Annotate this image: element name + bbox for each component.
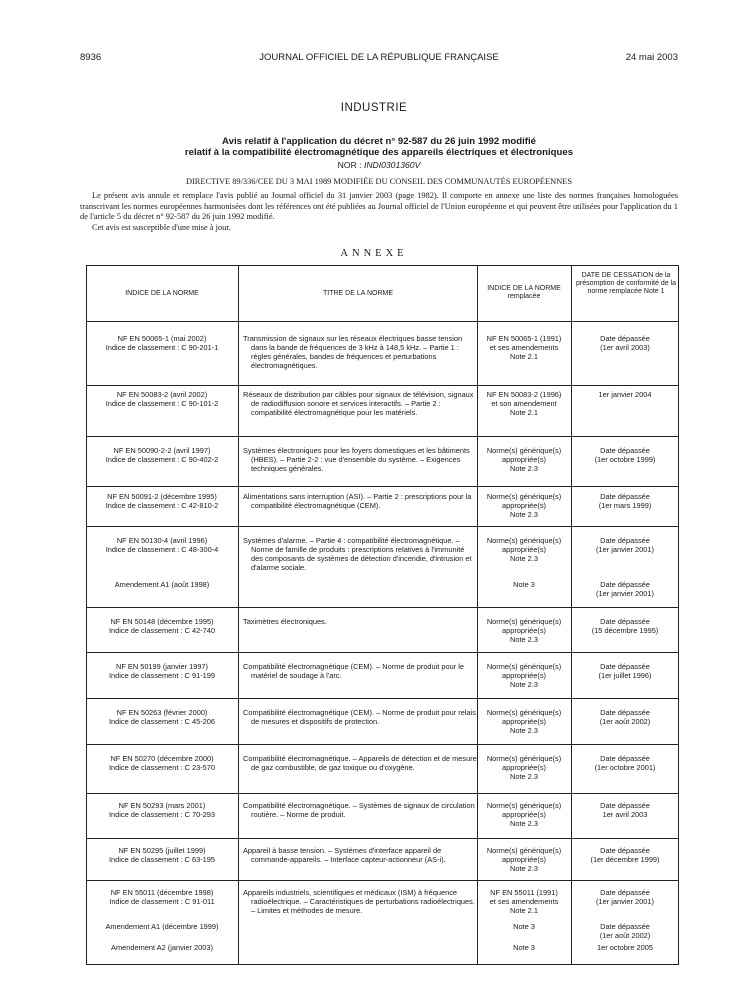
amendment-date: [573, 922, 677, 940]
date-status: Date dépassée: [600, 617, 650, 626]
paragraph: Cet avis est susceptible d'une mise à jour.: [92, 222, 231, 232]
note-ref: Note 2.3: [510, 864, 538, 873]
date-status: Date dépassée: [600, 536, 650, 545]
date-value: (1er juillet 1996): [598, 671, 652, 680]
replaced-ref: Norme(s) générique(s): [486, 446, 562, 455]
standard-title: Compatibilité électromagnétique. – Appareils de détection et de mesure de gaz combustible, de gaz toxique ou d'oxygène.: [243, 754, 477, 772]
amendment-note: Note 3: [513, 922, 535, 931]
row-divider: [87, 436, 678, 437]
replaced-ref: NF EN 55011 (1991): [490, 888, 558, 897]
replaced-ref: Norme(s) générique(s): [486, 662, 562, 671]
table-row-index: [89, 846, 235, 864]
table-row-replaced: [480, 801, 568, 828]
note-ref: Note 2.1: [510, 408, 538, 417]
classification-index: Indice de classement : C 45-206: [109, 717, 215, 726]
table-row-date: [573, 801, 677, 819]
table-row-title: [243, 334, 477, 370]
replaced-ref: Norme(s) générique(s): [486, 708, 562, 717]
classification-index: Indice de classement : C 42-740: [109, 626, 215, 635]
section-heading: INDUSTRIE: [340, 102, 408, 114]
note-ref: Note 2.3: [510, 554, 538, 563]
date-status: Date dépassée: [600, 334, 650, 343]
row-divider: [87, 744, 678, 745]
replaced-detail: appropriée(s): [502, 501, 546, 510]
date-status: Date dépassée: [600, 801, 650, 810]
replaced-detail: appropriée(s): [502, 810, 546, 819]
standard-title: Alimentations sans interruption (ASI). – Partie 2 : prescriptions pour la compatibilité électromagnétique (CEM).: [243, 492, 472, 510]
note-ref: Note 2.3: [510, 510, 538, 519]
table-row-date: [573, 708, 677, 726]
table-row-title: [243, 390, 477, 417]
replaced-ref: Norme(s) générique(s): [486, 846, 562, 855]
table-row-index: [89, 390, 235, 408]
date-status: Date dépassée: [600, 846, 650, 855]
table-row-index: [89, 446, 235, 464]
classification-index: Indice de classement : C 90-101-2: [105, 399, 219, 408]
date-value: (1er mars 1999): [598, 501, 652, 510]
nor-reference: [80, 159, 678, 171]
table-row-date: [573, 390, 677, 399]
standard-ref: NF EN 50148 (décembre 1995): [110, 617, 214, 626]
date-status: Date dépassée: [600, 888, 650, 897]
standard-title: Systèmes d'alarme. – Partie 4 : compatibilité électromagnétique. – Norme de famille de produits : prescriptions relatives à l'immunité des composants de systèmes de détection d'incendie, d'intrusion et d'alarme sociale.: [243, 536, 472, 572]
table-row-date: [573, 888, 677, 906]
table-row-title: [243, 446, 477, 473]
amendment-date: [573, 580, 677, 598]
standard-ref: NF EN 50130-4 (avril 1996): [116, 536, 208, 545]
amendment-note: Note 3: [513, 580, 535, 589]
standard-title: Compatibilité électromagnétique (CEM). – Norme de produit pour le matériel de soudage à l'arc.: [243, 662, 465, 680]
standard-ref: NF EN 50090-2-2 (avril 1997): [113, 446, 211, 455]
amendment-date: 1er octobre 2005: [597, 943, 653, 952]
table-row-index: [89, 801, 235, 819]
standard-title: Appareils industriels, scientifiques et médicaux (ISM) à fréquence radioélectrique. – Caractéristiques de perturbations radioélectriques. – Limites et méthodes de mesure.: [243, 888, 475, 915]
standard-ref: NF EN 50263 (février 2000): [116, 708, 208, 717]
date-value: 1er janvier 2004: [598, 390, 652, 399]
row-divider: [87, 793, 678, 794]
table-row-replaced: [480, 662, 568, 689]
paragraph: Le présent avis annule et remplace l'avis publié au Journal officiel du 31 janvier 2003 (page 1982). Il comporte en annexe une liste des normes françaises homologuées transcrivant les normes européennes harmonisées dont les références ont été publiées au Journal officiel de l'Union européenne et qui peuvent être utilisées pour l'application du 1 de l'article 5 du décret n° 92-587 du 26 juin 1992 modifié.: [80, 191, 678, 221]
standard-title: Systèmes électroniques pour les foyers domestiques et les bâtiments (HBES). – Partie 2-2 : vue d'ensemble du système. – Exigences techniques générales.: [243, 446, 470, 473]
standard-title: Appareil à basse tension. – Systèmes d'interface appareil de commande-appareils. – Interface capteur-actionneur (AS-i).: [243, 846, 446, 864]
date-value: (15 décembre 1995): [591, 626, 659, 635]
standard-title: Taximètres électroniques.: [243, 617, 327, 626]
classification-index: Indice de classement : C 70-293: [109, 810, 215, 819]
table-row-title: [243, 492, 477, 510]
note-ref: Note 2.3: [510, 772, 538, 781]
classification-index: Indice de classement : C 48-300-4: [105, 545, 219, 554]
table-row-date: [573, 617, 677, 635]
table-row-title: [243, 846, 477, 864]
table-row-replaced: [480, 334, 568, 361]
date-value: (1er août 2002): [599, 717, 651, 726]
date-value: 1er avril 2003: [602, 810, 648, 819]
page-number: 8936: [80, 52, 102, 63]
amendment-ref: Amendement A1 (décembre 1999): [105, 922, 219, 931]
note-ref: Note 2.1: [510, 906, 538, 915]
replaced-detail: et ses amendements: [489, 343, 559, 352]
classification-index: Indice de classement : C 90-402-2: [105, 455, 219, 464]
date-status: Date dépassée: [600, 922, 650, 931]
note-ref: Note 2.3: [510, 635, 538, 644]
standard-ref: NF EN 50295 (juillet 1999): [118, 846, 206, 855]
header-cessation-date: DATE DE CESSATION de la présomption de conformité de la norme remplacée Note 1: [576, 272, 676, 295]
row-divider: [87, 880, 678, 881]
replaced-detail: appropriée(s): [502, 545, 546, 554]
table-row-replaced: [480, 446, 568, 473]
table-row-date: [573, 446, 677, 464]
standard-ref: NF EN 50270 (décembre 2000): [110, 754, 214, 763]
amendment-note: Note 3: [513, 943, 535, 952]
table-row-index: [89, 754, 235, 772]
header-replaced-standard: INDICE DE LA NORME remplacée: [487, 285, 561, 300]
replaced-ref: NF EN 50065-1 (1991): [486, 334, 562, 343]
replaced-detail: appropriée(s): [502, 455, 546, 464]
replaced-detail: appropriée(s): [502, 626, 546, 635]
table-row-title: [243, 888, 477, 915]
standard-title: Compatibilité électromagnétique (CEM). – Norme de produit pour relais de mesures et dispositifs de protection.: [243, 708, 476, 726]
table-row-replaced: [480, 492, 568, 519]
note-ref: Note 2.3: [510, 464, 538, 473]
date-status: Date dépassée: [600, 708, 650, 717]
standard-title: Compatibilité électromagnétique. – Systèmes de signaux de circulation routière. – Norme de produit.: [243, 801, 475, 819]
date-value: (1er octobre 1999): [594, 455, 656, 464]
standard-ref: NF EN 50065-1 (mai 2002): [117, 334, 207, 343]
running-header: [80, 52, 678, 66]
date-value: (1er décembre 1999): [590, 855, 660, 864]
date-value: (1er août 2002): [599, 931, 651, 940]
row-divider: [87, 486, 678, 487]
date-value: (1er avril 2003): [600, 343, 650, 352]
standard-ref: NF EN 50199 (janvier 1997): [115, 662, 209, 671]
date-status: Date dépassée: [600, 446, 650, 455]
row-divider: [87, 607, 678, 608]
row-divider: [87, 385, 678, 386]
title-line-1: Avis relatif à l'application du décret n° 92-587 du 26 juin 1992 modifié: [222, 136, 536, 147]
table-row-index: [89, 334, 235, 352]
table-row-index: [89, 888, 235, 906]
table-row-date: [573, 334, 677, 352]
replaced-ref: Norme(s) générique(s): [486, 536, 562, 545]
replaced-ref: Norme(s) générique(s): [486, 492, 562, 501]
notice-body: [80, 191, 678, 233]
classification-index: Indice de classement : C 90-201-1: [105, 343, 219, 352]
date-status: Date dépassée: [600, 754, 650, 763]
date-value: (1er janvier 2001): [596, 589, 654, 598]
header-standard-title: TITRE DE LA NORME: [322, 290, 393, 297]
replaced-detail: appropriée(s): [502, 763, 546, 772]
standard-ref: NF EN 50293 (mars 2001): [118, 801, 206, 810]
note-ref: Note 2.3: [510, 680, 538, 689]
table-row-index: [89, 536, 235, 554]
table-row-replaced: [480, 708, 568, 735]
column-divider: [477, 266, 478, 964]
replaced-ref: Norme(s) générique(s): [486, 754, 562, 763]
notice-title: [80, 136, 678, 171]
table-row-title: [243, 536, 477, 572]
table-row-date: [573, 754, 677, 772]
table-row-replaced: [480, 846, 568, 873]
row-divider: [87, 838, 678, 839]
table-row-title: [243, 708, 477, 726]
journal-title: JOURNAL OFFICIEL DE LA RÉPUBLIQUE FRANÇAISE: [259, 52, 499, 63]
nor-label: NOR :: [337, 160, 362, 170]
table-row-replaced: [480, 390, 568, 417]
directive-heading: DIRECTIVE 89/336/CEE DU 3 MAI 1989 MODIFIÉE DU CONSEIL DES COMMUNAUTÉS EUROPÉENNES: [185, 177, 573, 186]
standard-title: Réseaux de distribution par câbles pour signaux de télévision, signaux de radiodiffusion sonore et services interactifs. – Partie 2 : compatibilité électromagnétique pour les matériels.: [243, 390, 474, 417]
classification-index: Indice de classement : C 91-011: [109, 897, 215, 906]
table-row-index: [89, 617, 235, 635]
table-row-index: [89, 492, 235, 510]
note-ref: Note 2.3: [510, 819, 538, 828]
date-status: Date dépassée: [600, 580, 650, 589]
table-row-title: [243, 754, 477, 772]
column-divider: [571, 266, 572, 964]
replaced-detail: appropriée(s): [502, 855, 546, 864]
row-divider: [87, 698, 678, 699]
column-divider: [238, 266, 239, 964]
standard-ref: NF EN 50091-2 (décembre 1995): [107, 492, 217, 501]
date-status: Date dépassée: [600, 662, 650, 671]
table-row-date: [573, 492, 677, 510]
classification-index: Indice de classement : C 42-810-2: [105, 501, 219, 510]
replaced-detail: appropriée(s): [502, 717, 546, 726]
amendment-ref: Amendement A2 (janvier 2003): [111, 943, 213, 952]
table-row-date: [573, 846, 677, 864]
annexe-heading: ANNEXE: [340, 248, 408, 259]
standard-ref: NF EN 55011 (décembre 1998): [110, 888, 214, 897]
replaced-detail: et ses amendements: [489, 897, 559, 906]
classification-index: Indice de classement : C 91-199: [109, 671, 215, 680]
table-row-index: [89, 708, 235, 726]
nor-value: INDI0301360V: [363, 160, 421, 170]
issue-date: 24 mai 2003: [625, 52, 678, 63]
replaced-ref: Norme(s) générique(s): [486, 617, 562, 626]
table-row-replaced: [480, 754, 568, 781]
row-divider: [87, 321, 678, 322]
table-row-replaced: [480, 888, 568, 915]
title-line-2: relatif à la compatibilité électromagnétique des appareils électriques et électroniques: [184, 147, 574, 158]
replaced-detail: et son amendement: [491, 399, 557, 408]
standard-ref: NF EN 50083-2 (avril 2002): [116, 390, 208, 399]
note-ref: Note 2.1: [510, 352, 538, 361]
standard-title: Transmission de signaux sur les réseaux électriques basse tension dans la bande de fréquences de 3 kHz à 148,5 kHz. – Partie 1 : règles générales, bandes de fréquences et perturbations électromagnétiques.: [243, 334, 463, 370]
table-row-replaced: [480, 536, 568, 563]
row-divider: [87, 652, 678, 653]
standards-table: [86, 265, 679, 965]
header-standard-index: INDICE DE LA NORME: [125, 290, 199, 297]
replaced-ref: NF EN 50083-2 (1996): [486, 390, 562, 399]
classification-index: Indice de classement : C 23-570: [109, 763, 215, 772]
table-row-date: [573, 662, 677, 680]
amendment-ref: Amendement A1 (août 1998): [114, 580, 210, 589]
table-row-index: [89, 662, 235, 680]
classification-index: Indice de classement : C 63-195: [109, 855, 215, 864]
table-row-title: [243, 662, 477, 680]
note-ref: Note 2.3: [510, 726, 538, 735]
date-value: (1er octobre 2001): [594, 763, 656, 772]
replaced-ref: Norme(s) générique(s): [486, 801, 562, 810]
table-row-title: [243, 617, 477, 626]
date-value: (1er janvier 2001): [596, 545, 654, 554]
table-row-date: [573, 536, 677, 554]
table-row-replaced: [480, 617, 568, 644]
replaced-detail: appropriée(s): [502, 671, 546, 680]
date-value: (1er janvier 2001): [596, 897, 654, 906]
table-row-title: [243, 801, 477, 819]
date-status: Date dépassée: [600, 492, 650, 501]
row-divider: [87, 526, 678, 527]
